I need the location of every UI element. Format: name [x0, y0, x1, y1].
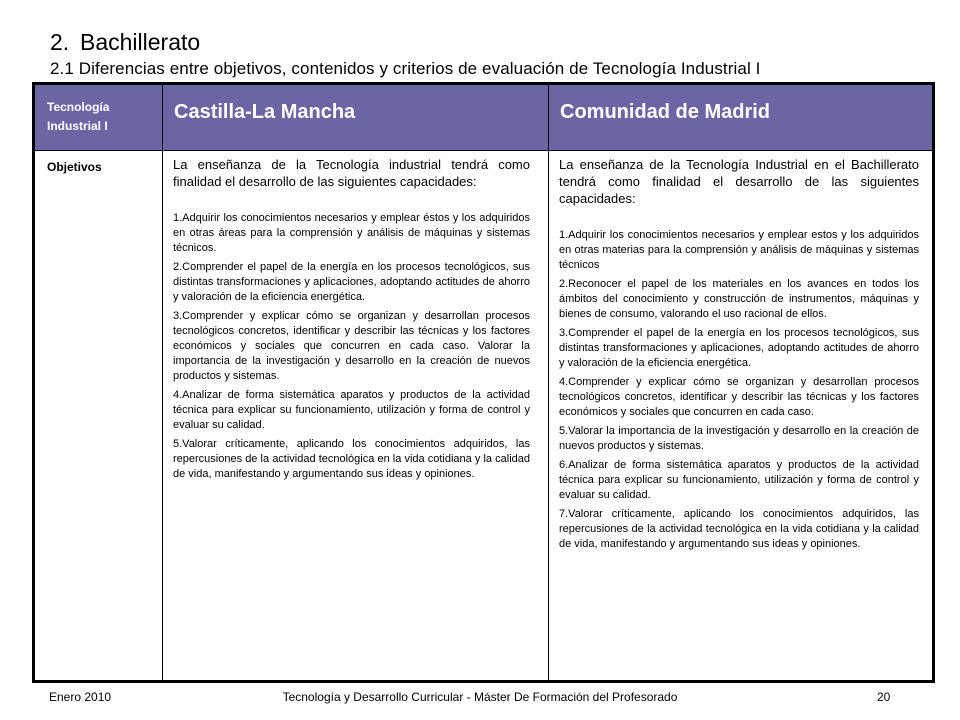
castilla-objective-item: 2.Comprender el papel de la energía en los procesos tecnológicos, sus distintas transformaciones y aplicaciones, adoptando actitudes de ahorro y valoración de la eficiencia energética. [173, 261, 530, 303]
header-subject-label: Tecnología Industrial I [47, 100, 110, 133]
madrid-objective-item: 5.Valorar la importancia de la investigación y desarrollo en la creación de nuevos productos y sistemas. [559, 425, 919, 452]
castilla-objective-item: 3.Comprender y explicar cómo se organizan y desarrollan procesos tecnológicos concretos, identificar y describir las técnicas y los factores económicos y sociales que concurren en cada caso. Valorar la importancia de la investigación y desarrollo en la creación de nuevos productos y sistemas. [173, 310, 530, 382]
madrid-objective-item: 7.Valorar críticamente, aplicando los conocimientos adquiridos, las repercusiones de la actividad tecnológica en la vida cotidiana y la calidad de vida, manifestando y argumentando sus ideas y opiniones. [559, 508, 919, 550]
madrid-objectives-cell [549, 151, 932, 680]
header-cell-madrid [549, 85, 932, 151]
footer-date: Enero 2010 [49, 690, 112, 704]
slide-subtitle: 2.1 Diferencias entre objetivos, contenidos y criterios de evaluación de Tecnología Industrial I [50, 59, 761, 78]
footer-page-number: 20 [877, 690, 891, 704]
castilla-objectives-cell [163, 151, 549, 680]
madrid-objective-item: 6.Analizar de forma sistemática aparatos y productos de la actividad técnica para explicar su funcionamiento, utilización y forma de control y evaluar su calidad. [559, 459, 919, 501]
title-number: 2. [50, 29, 70, 55]
castilla-objective-item: 4.Analizar de forma sistemática aparatos y productos de la actividad técnica para explicar su funcionamiento, utilización y forma de control y evaluar su calidad. [173, 389, 530, 431]
castilla-objective-item: 1.Adquirir los conocimientos necesarios y emplear éstos y los adquiridos en otras áreas para la comprensión y análisis de máquinas y sistemas técnicos. [173, 212, 530, 254]
header-madrid-label: Comunidad de Madrid [560, 101, 770, 123]
madrid-intro: La enseñanza de la Tecnología Industrial en el Bachillerato tendrá como finalidad el desarrollo de las siguientes capacidades: [559, 157, 919, 206]
header-cell-castilla [163, 85, 549, 151]
madrid-objective-item: 3.Comprender el papel de la energía en los procesos tecnológicos, sus distintas transformaciones y aplicaciones, adoptando actitudes de ahorro y valoración de la eficiencia energética. [559, 327, 919, 369]
header-cell-subject [35, 85, 163, 151]
row-label-objetivos: Objetivos [47, 160, 102, 174]
header-castilla-label: Castilla-La Mancha [174, 101, 356, 123]
madrid-objective-item: 4.Comprender y explicar cómo se organizan y desarrollan procesos tecnológicos concretos, identificar y describir las técnicas y los factores económicos y sociales que concurren en cada caso. [559, 376, 919, 418]
comparison-table [32, 82, 935, 683]
slide-title [50, 28, 200, 56]
madrid-objective-item: 1.Adquirir los conocimientos necesarios y emplear estos y los adquiridos en otras materias para la comprensión y análisis de máquinas y sistemas técnicos [559, 229, 919, 271]
footer-course: Tecnología y Desarrollo Curricular - Máster De Formación del Profesorado [282, 690, 678, 704]
castilla-objective-item: 5.Valorar críticamente, aplicando los conocimientos adquiridos, las repercusiones de la actividad tecnológica en la vida cotidiana y la calidad de vida, manifestando y argumentando sus ideas y opiniones. [173, 438, 530, 480]
title-text: Bachillerato [80, 29, 201, 55]
row-label-cell [35, 151, 163, 680]
madrid-objective-item: 2.Reconocer el papel de los materiales en los avances en todos los ámbitos del conocimiento y construcción de instrumentos, máquinas y bienes de consumo, valorando el uso racional de ellos. [559, 278, 919, 320]
castilla-intro: La enseñanza de la Tecnología industrial tendrá como finalidad el desarrollo de las siguientes capacidades: [173, 157, 530, 189]
